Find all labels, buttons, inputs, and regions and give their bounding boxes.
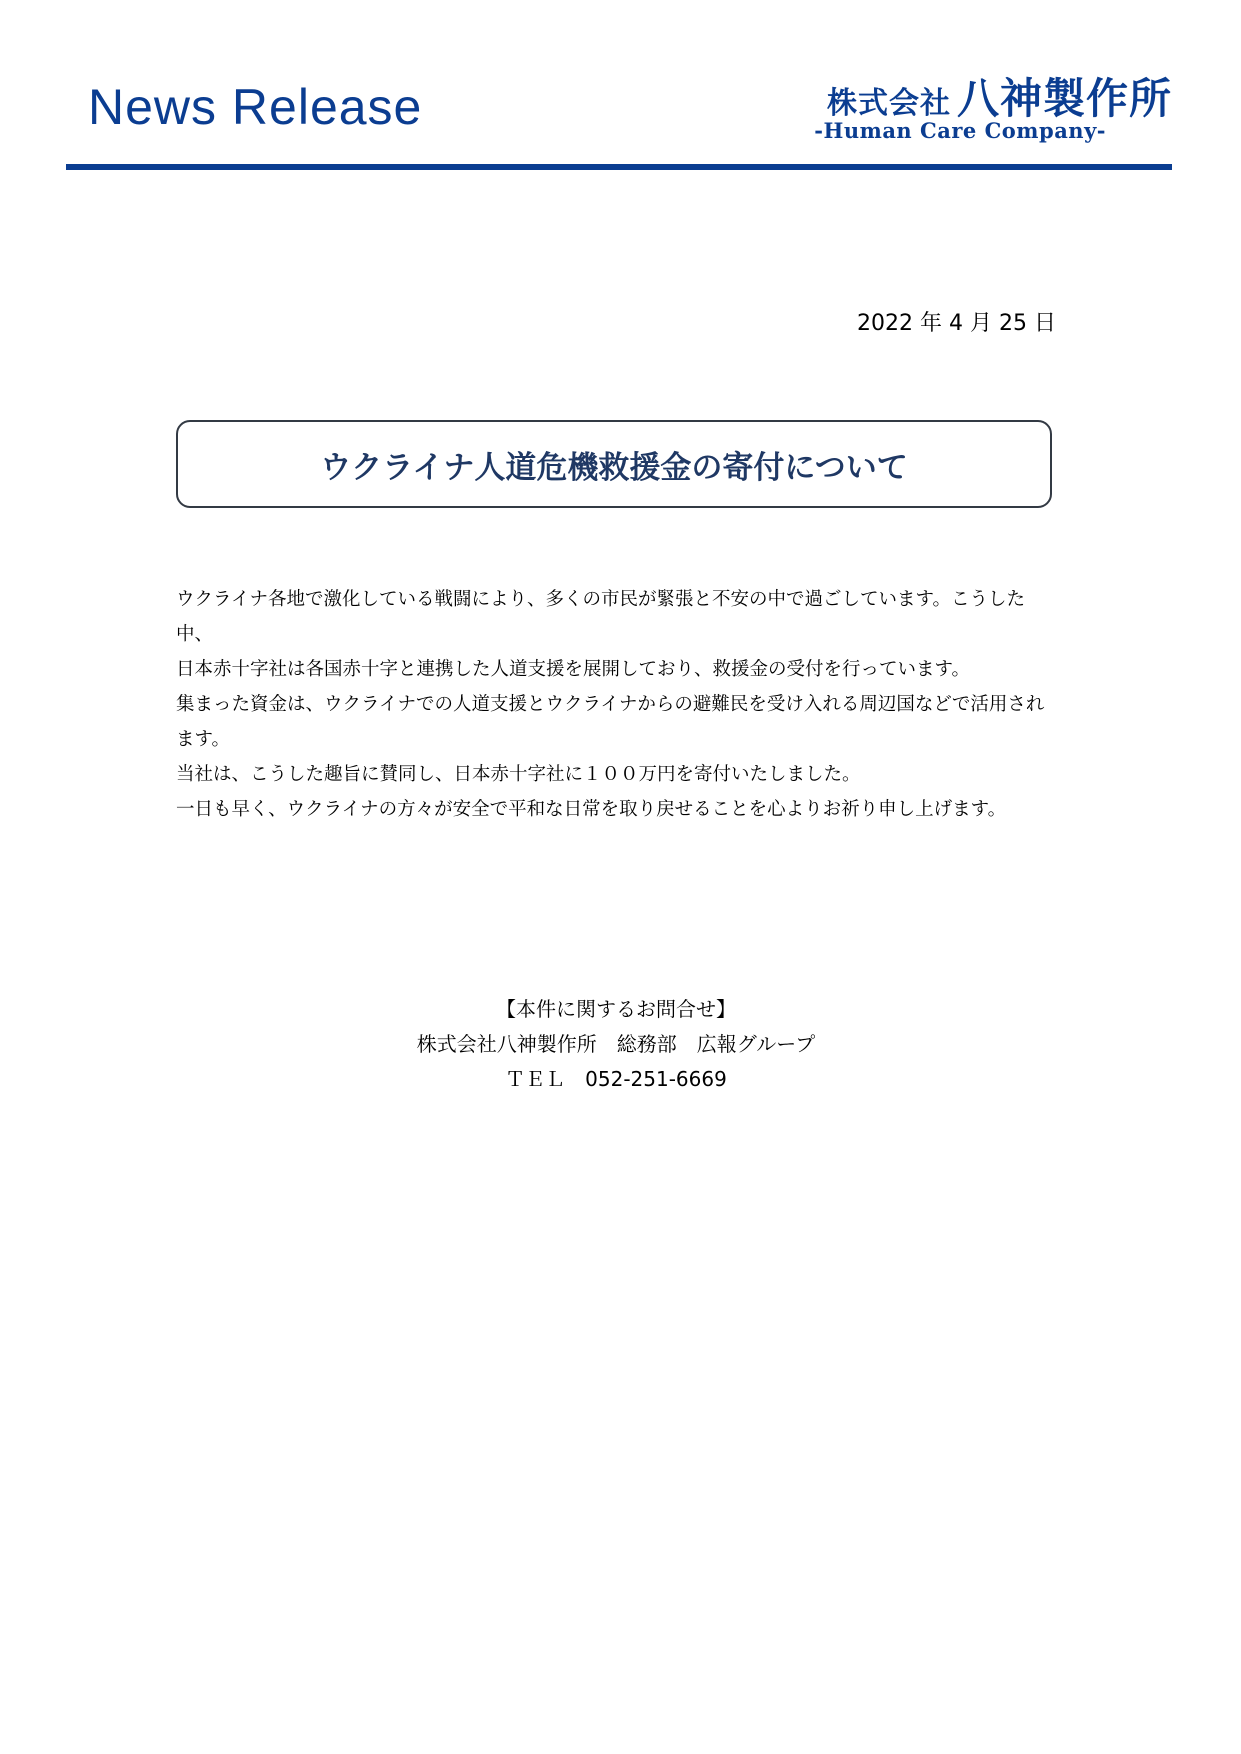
body-paragraph: 日本赤十字社は各国赤十字と連携した人道支援を展開しており、救援金の受付を行っています。 xyxy=(176,659,971,680)
body-text xyxy=(176,582,1056,827)
body-paragraph: 集まった資金は、ウクライナでの人道支援とウクライナからの避難民を受け入れる周辺国などで活用されます。 xyxy=(176,694,1045,750)
document-title: ウクライナ人道危機救援金の寄付について xyxy=(320,449,908,486)
release-date: 2022 年 4 月 25 日 xyxy=(857,311,1056,336)
body-paragraph: ウクライナ各地で激化している戦闘により、多くの市民が緊張と不安の中で過ごしています。こうした中、 xyxy=(176,589,1025,645)
header-divider xyxy=(66,164,1172,170)
body-paragraph: 一日も早く、ウクライナの方々が安全で平和な日常を取り戻せることを心よりお祈り申し上げます。 xyxy=(176,799,1007,820)
company-name-prefix: 株式会社 xyxy=(826,86,951,121)
contact-info xyxy=(176,992,1056,1097)
contact-heading: 【本件に関するお問合せ】 xyxy=(496,997,736,1021)
company-name-main: 八神製作所 xyxy=(956,74,1172,123)
title-box xyxy=(176,420,1052,508)
news-release-heading: News Release xyxy=(88,79,423,135)
contact-tel: ＴＥＬ 052-251-6669 xyxy=(505,1067,727,1091)
company-tagline: -Human Care Company- xyxy=(814,118,1106,143)
contact-department: 株式会社八神製作所 総務部 広報グループ xyxy=(416,1032,816,1056)
body-paragraph: 当社は、こうした趣旨に賛同し、日本赤十字社に１００万円を寄付いたしました。 xyxy=(176,764,861,785)
company-name xyxy=(827,66,1172,126)
company-logo xyxy=(766,66,1172,146)
